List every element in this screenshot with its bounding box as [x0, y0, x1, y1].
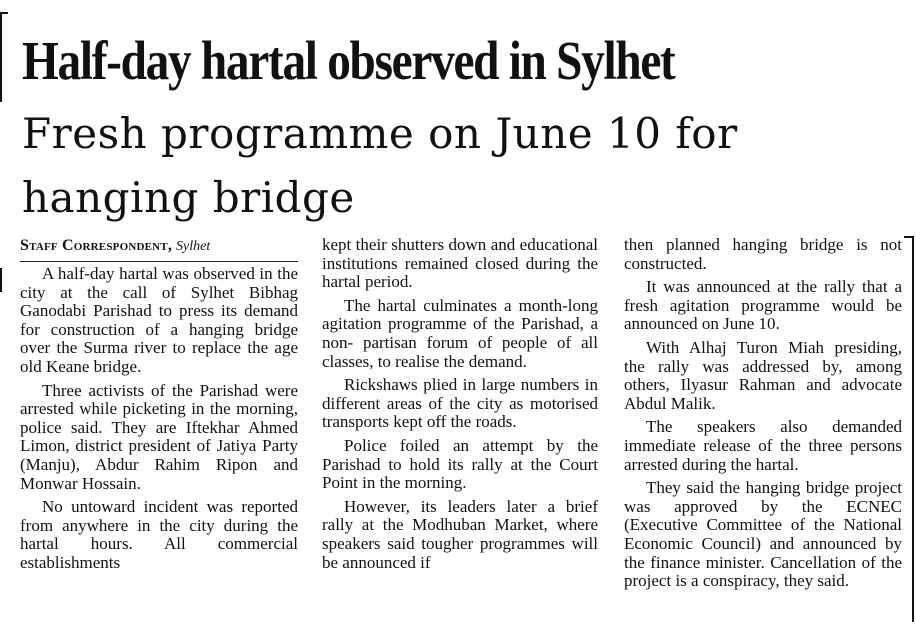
- paragraph: With Alhaj Turon Miah presiding, the rally was addressed by, among others, Ilyasur Rahman and advocate Abdul Malik.: [624, 337, 902, 413]
- byline-place: Sylhet: [176, 239, 211, 254]
- paragraph: Rickshaws plied in large numbers in different areas of the city as motorised transports kept off the roads.: [322, 375, 598, 432]
- paragraph: They said the hanging bridge project was approved by the ECNEC (Executive Committee of the National Economic Council) and announced by the finance minister. Cancellation of the project is a conspiracy, they said.: [624, 478, 902, 591]
- paragraph: A half-day hartal was observed in the city at the call of Sylhet Bibhag Ganodabi Parishad to press its demand for construction of a hanging bridge over the Surma river to replace the age old Keane bridge.: [20, 264, 298, 376]
- byline: [20, 236, 298, 262]
- paragraph: No untoward incident was reported from anywhere in the city during the hartal hours. All commercial establishments: [20, 497, 298, 572]
- article-column-1: [20, 236, 298, 578]
- paragraph: The hartal culminates a month-long agitation programme of the Parishad, a non- partisan forum of people of all classes, to realise the demand.: [322, 295, 598, 371]
- paragraph: It was announced at the rally that a fresh agitation programme would be announced on June 10.: [624, 277, 902, 334]
- article-column-3: [624, 236, 902, 596]
- column-rule-left-lower: [0, 268, 2, 292]
- paragraph: However, its leaders later a brief rally at the Modhuban Market, where speakers said tougher programmes will be announced if: [322, 496, 598, 572]
- byline-author: Staff Correspondent,: [20, 237, 173, 254]
- headline: Half-day hartal observed in Sylhet: [22, 30, 675, 91]
- paragraph: Police foiled an attempt by the Parishad to hold its rally at the Court Point in the morning.: [322, 435, 598, 493]
- column-rule-right: [912, 236, 914, 622]
- paragraph: Three activists of the Parishad were arrested while picketing in the morning, police said. They are Iftekhar Ahmed Limon, district president of Jatiya Party (Manju), Abdur Rahim Ripon and Monwar Hossain.: [20, 380, 298, 493]
- paragraph-continued: then planned hanging bridge is not constructed.: [624, 235, 902, 273]
- column-rule-left: [0, 12, 2, 102]
- article-column-2: [322, 236, 598, 577]
- paragraph-continued: kept their shutters down and educational institutions remained closed during the hartal period.: [322, 235, 598, 292]
- paragraph: The speakers also demanded immediate release of the three persons arrested during the hartal.: [624, 417, 902, 474]
- subheadline: Fresh programme on June 10 for hanging bridge: [22, 109, 738, 222]
